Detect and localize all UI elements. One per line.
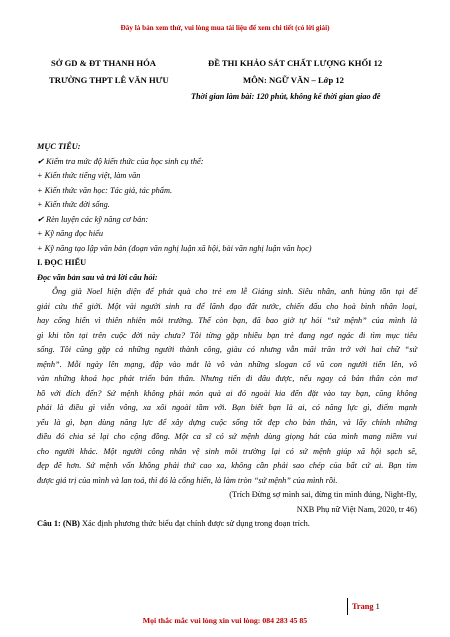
exam-title: ĐỀ THI KHẢO SÁT CHẤT LƯỢNG KHỐI 12	[208, 58, 383, 68]
passage-line: sống. Tôi cũng gặp cả những người thành công, giàu có nhưng vẫn mãi trăn trở với hai chữ “sứ	[37, 345, 417, 354]
objective-item: + Kiến thức văn học: Tác giả, tác phẩm.	[37, 185, 173, 195]
passage-line: đẹp đẽ hơn. Sứ mệnh vốn không phải thứ cao xa, không cần phải sao chép của bất cứ ai. Bạn tìm	[37, 461, 417, 470]
page-divider	[347, 598, 348, 615]
objective-item: + Kiến thức đời sống.	[37, 200, 110, 209]
passage-line: vàn những khoá học phát triển bản thân. Nhưng tiến đi đâu được, nếu ngay cả bản thân còn mơ	[37, 374, 417, 383]
passage-line: hồ với đích đến? Sứ mệnh không phải món quà ai đó ngoài kia đến đặt vào tay bạn, cũng không	[37, 388, 417, 398]
objective-item: ✔ Kiểm tra mức độ kiến thức của học sinh cụ thể:	[37, 156, 204, 166]
objective-item: + Kỹ năng tạo lập văn bản (đoạn văn nghị luận xã hội, bài văn nghị luận văn học)	[37, 243, 312, 253]
question-1-label: Câu 1: (NB)	[37, 519, 80, 528]
reading-passage	[37, 285, 417, 488]
passage-line: giải cứu thế giới. Một vài người sinh ra để lãnh đạo đất nước, chiến đấu cho hoà bình nhân loại,	[37, 301, 417, 311]
source-citation: NXB Phụ nữ Việt Nam, 2020, tr 46)	[296, 504, 417, 514]
passage-line: cho người khác. Một người công nhân vệ sinh môi trường lại có sứ mệnh giúp xã hội sạch sẽ,	[37, 446, 417, 456]
objective-item: + Kiến thức tiếng việt, làm văn	[37, 171, 141, 180]
exam-subject: MÔN: NGỮ VĂN – Lớp 12	[243, 75, 344, 85]
passage-line: được giá trị của mình và lan toả, thì đó là cống hiến, là làm tròn “sứ mệnh” của mình rồi.	[37, 475, 338, 485]
footer-contact: Mọi thắc mắc vui lòng xin vui lòng: 084 283 45 85	[142, 616, 308, 625]
passage-line: điều đó chia sẻ lại cho cộng đồng. Một ca sĩ có sứ mệnh dùng giọng hát của mình mang niềm vui	[37, 432, 417, 441]
question-1-text: Xác định phương thức biểu đạt chính được sử dụng trong đoạn trích.	[79, 519, 310, 528]
objective-item: ✔ Rèn luyện các kỹ năng cơ bản:	[37, 214, 149, 224]
passage-line: phải là điều gì viễn vông, xa xôi ngoài tầm với. Bạn biết bạn là ai, có năng lực gì, điểm mạnh	[37, 403, 417, 412]
exam-duration: Thời gian làm bài: 120 phút, không kể thời gian giao đề	[191, 92, 381, 101]
passage-line: mệnh”. Mỗi ngày lên mạng, đập vào mắt là vô vàn những slogan cổ vũ con người tiến lên, vô	[37, 359, 417, 369]
passage-line: hay cống hiến vì thiên nhiên môi trường. Thế còn bạn, đã bao giờ tự hỏi “sứ mệnh” của mình là	[37, 316, 417, 325]
passage-line: Ông già Noel hiện diện để phát quà cho trẻ em lễ Giáng sinh. Siêu nhân, anh hùng tồn tại để	[52, 287, 417, 296]
section-instruction: Đọc văn bản sau và trả lời câu hỏi:	[37, 272, 158, 282]
preview-banner: Đây là bản xem thử, vui lòng mua tài liệu để xem chi tiết (có lời giải)	[120, 24, 330, 32]
page-number	[352, 602, 380, 611]
page-number-value: 1	[375, 602, 380, 611]
exam-body	[37, 140, 417, 532]
school-name: TRƯỜNG THPT LÊ VĂN HƯU	[49, 75, 169, 85]
page-label: Trang	[352, 602, 374, 611]
objective-item: + Kỹ năng đọc hiểu	[37, 229, 103, 238]
source-citation: (Trích Đừng sợ mình sai, đừng tin mình đúng, Night-fly,	[229, 490, 417, 499]
passage-line: gì khi tồn tại trên cuộc đời này chưa? Tôi từng gặp nhiều bạn trẻ đang ngơ ngác đi tìm mục tiêu	[37, 330, 417, 340]
section-title: I. ĐỌC HIỂU	[37, 258, 87, 267]
objectives-title: MỤC TIÊU:	[37, 142, 81, 151]
passage-line: yếu là gì, bạn dùng năng lực để xây dựng cuộc sống tốt đẹp cho bản thân, và lấy chính những	[37, 417, 417, 427]
question-1	[37, 517, 417, 532]
department-name: SỞ GD & ĐT THANH HÓA	[51, 58, 156, 68]
